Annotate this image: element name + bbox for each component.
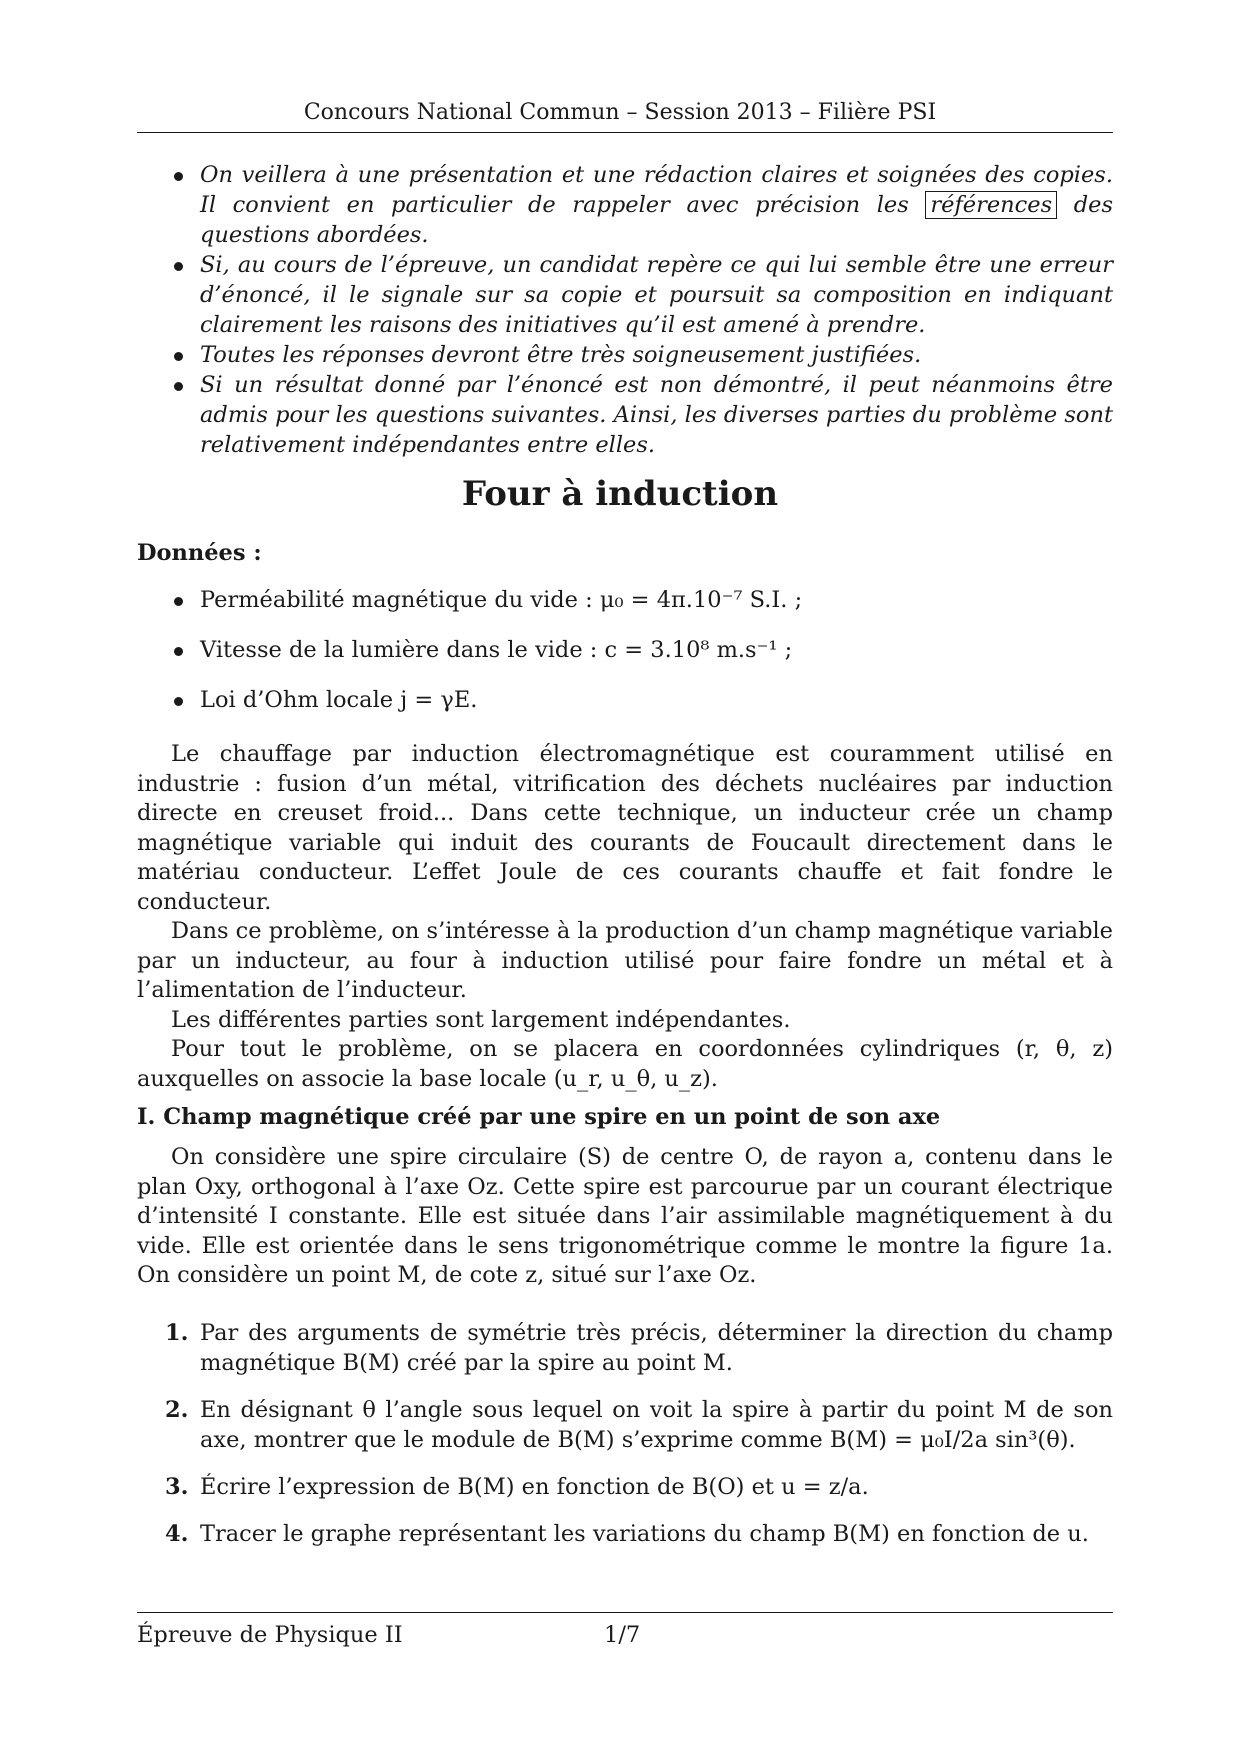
question-text: Tracer le graphe représentant les variations du champ B(M) en fonction de u. <box>200 1521 1089 1547</box>
question-list <box>137 1318 1113 1566</box>
question-number: 3. <box>165 1474 189 1500</box>
data-heading: Données : <box>137 540 262 566</box>
intro-text <box>137 740 1113 1094</box>
question-item <box>137 1519 1113 1549</box>
question-text: Par des arguments de symétrie très précis, déterminer la direction du champ magnétique B(M) créé par la spire au point M. <box>200 1320 1113 1376</box>
intro-paragraph: Pour tout le problème, on se placera en coordonnées cylindriques (r, θ, z) auxquelles on associe la base locale (u_r, u_θ, u_z). <box>137 1036 1113 1092</box>
instruction-item: Toutes les réponses devront être très soigneusement justifiées. <box>137 340 1113 370</box>
ohm-law-formula: j = γE. <box>400 687 478 713</box>
question-number: 1. <box>165 1320 189 1346</box>
footer-page-number: 1/7 <box>604 1622 641 1648</box>
question-item <box>137 1472 1113 1502</box>
question-number: 4. <box>165 1521 189 1547</box>
instructions-list <box>137 160 1113 460</box>
boxed-keyword: références <box>925 191 1057 219</box>
main-title: Four à induction <box>461 474 779 514</box>
intro-paragraph: Dans ce problème, on s’intéresse à la production d’un champ magnétique variable par un inducteur, au four à induction utilisé pour faire fondre un métal et à l’alimentation de l’inducteur. <box>137 918 1113 1003</box>
header-rule <box>137 132 1113 133</box>
question-text: En désignant θ l’angle sous lequel on voit la spire à partir du point M de son axe, montrer que le module de B(M) s’exprime comme B(M) = μ₀I/2a sin³(θ). <box>200 1397 1113 1453</box>
page-header-title: Concours National Commun – Session 2013 – Filière PSI <box>303 100 937 125</box>
instruction-item: On veillera à une présentation et une rédaction claires et soignées des copies. Il convient en particulier de rappeler avec précision les références des questions abordées. <box>137 160 1113 250</box>
question-number: 2. <box>165 1397 189 1423</box>
instruction-item: Si, au cours de l’épreuve, un candidat repère ce qui lui semble être une erreur d’énoncé, il le signale sur sa copie et poursuit sa composition en indiquant clairement les raisons des initiatives qu’il est amené à prendre. <box>137 250 1113 340</box>
light-speed-formula: c = 3.10⁸ m.s⁻¹ ; <box>604 637 793 663</box>
section-title: I. Champ magnétique créé par une spire en un point de son axe <box>137 1104 941 1130</box>
section-paragraph: On considère une spire circulaire (S) de centre O, de rayon a, contenu dans le plan Oxy, orthogonal à l’axe Oz. Cette spire est parcourue par un courant électrique d’intensité I constante. Elle est située dans l’air assimilable magnétiquement à du vide. Elle est orientée dans le sens trigonométrique comme le montre la figure 1a. On considère un point M, de cote z, situé sur l’axe Oz. <box>137 1144 1113 1288</box>
intro-paragraph: Les différentes parties sont largement indépendantes. <box>171 1006 791 1033</box>
question-item <box>137 1395 1113 1455</box>
data-item: Perméabilité magnétique du vide : μ₀ = 4π.10⁻⁷ S.I. ; <box>137 584 1113 616</box>
data-item: Vitesse de la lumière dans le vide : c = 3.10⁸ m.s⁻¹ ; <box>137 634 1113 666</box>
permeability-formula: μ₀ = 4π.10⁻⁷ S.I. ; <box>599 587 803 613</box>
section-text <box>137 1143 1113 1291</box>
instruction-item: Si un résultat donné par l’énoncé est non démontré, il peut néanmoins être admis pour les questions suivantes. Ainsi, les diverses parties du problème sont relativement indépendantes entre elles. <box>137 370 1113 460</box>
question-item <box>137 1318 1113 1378</box>
intro-paragraph: Le chauffage par induction électromagnétique est couramment utilisé en industrie : fusion d’un métal, vitrification des déchets nucléaires par induction directe en creuset froid... Dans cette technique, un inducteur crée un champ magnétique variable qui induit des courants de Foucault directement dans le matériau conducteur. L’effet Joule de ces courants chauffe et fait fondre le conducteur. <box>137 741 1113 915</box>
footer-rule <box>137 1612 1113 1613</box>
question-text: Écrire l’expression de B(M) en fonction de B(O) et u = z/a. <box>200 1474 869 1500</box>
footer-exam-name: Épreuve de Physique II <box>137 1622 403 1648</box>
data-item: Loi d’Ohm locale j = γE. <box>137 684 1113 716</box>
data-list <box>137 584 1113 734</box>
